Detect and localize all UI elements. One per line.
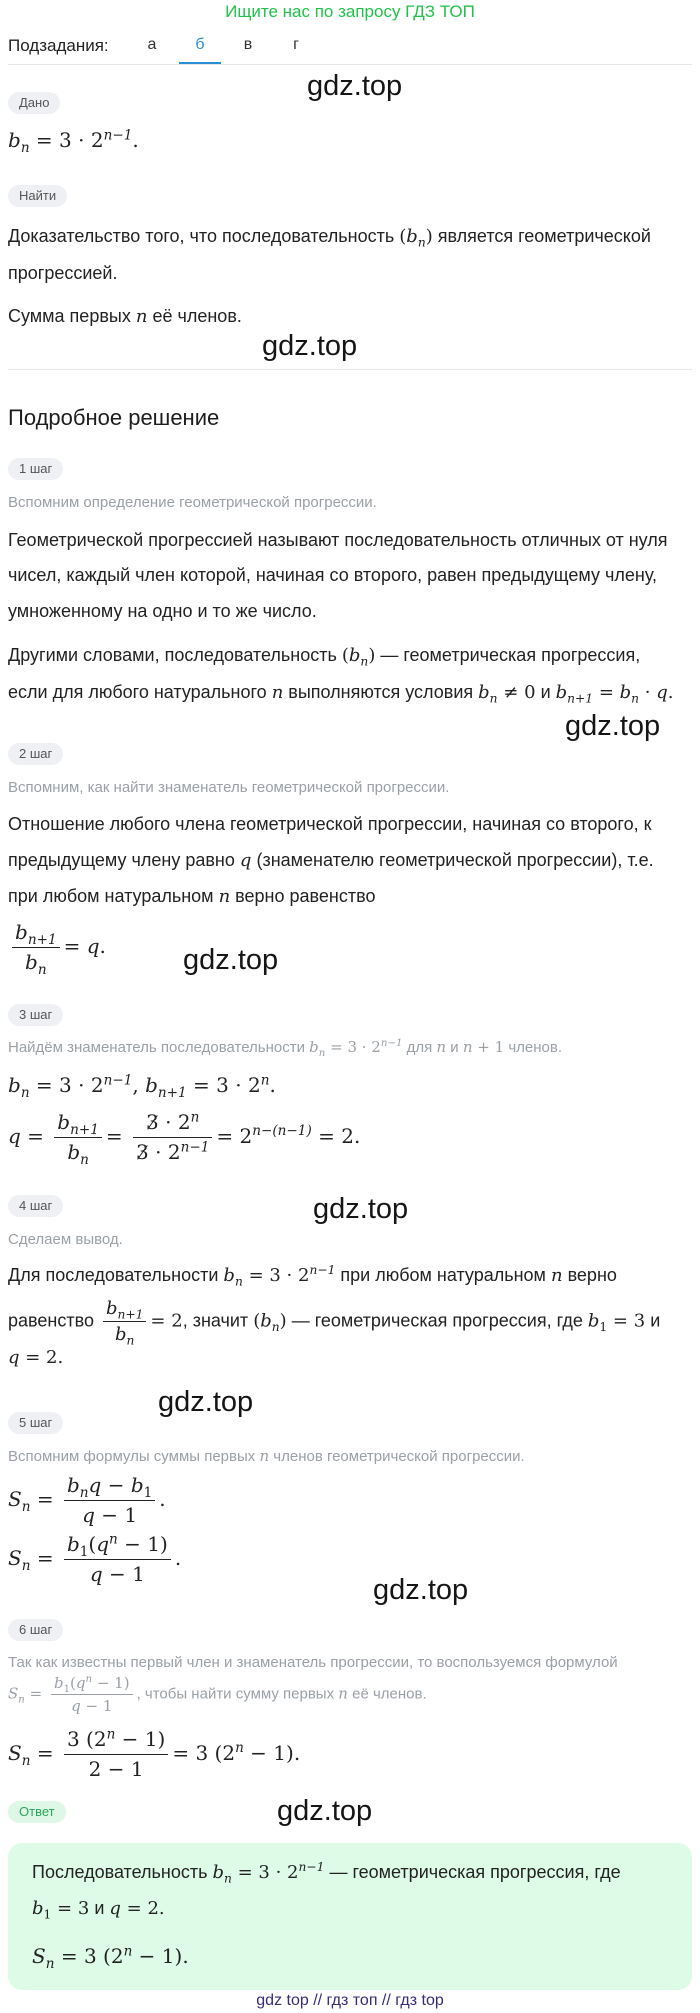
step-6-formula: $S_n$ = $\frac{3 (2^n - 1)}{2 - 1}$ = 3 $(2^n - 1)$.	[8, 1726, 301, 1781]
step-3-chip: 3 шаг	[8, 1004, 63, 1026]
find-chip: Найти	[8, 185, 67, 207]
watermark: gdz.top	[262, 330, 358, 362]
watermark: gdz.top	[373, 1574, 469, 1606]
step-4-text-1: Для последовательности $b_n = 3 \cdot 2^{n-1}$ при любом натуральном n верно	[8, 1263, 617, 1289]
tab-v[interactable]: в	[243, 36, 253, 53]
watermark: gdz.top	[565, 710, 661, 742]
step-3-formula-2: q = $\frac{b_{n+1}}{b_n}$ = $\frac{3 \cdot 2^n}{3 \cdot 2^{n-1}}$ = $2^{n-(n-1)} = 2$.	[8, 1109, 361, 1168]
step-2-text-2: предыдущему члену равно q (знаменателю геометрической прогрессии), т.е.	[8, 850, 654, 871]
divider	[8, 369, 692, 370]
step-1-title: Вспомним определение геометрической прогрессии.	[8, 494, 377, 511]
step-6-title-2: $S_n$ = $\frac{b_1(q^n - 1)}{q - 1}$ , чтобы найти сумму первых n её членов.	[8, 1674, 427, 1715]
tab-g[interactable]: г	[293, 36, 299, 53]
step-5-title: Вспомним формулы суммы первых n членов геометрической прогрессии.	[8, 1447, 525, 1465]
step-5-formula-2: $S_n$ = $\frac{b_1(q^n - 1)}{q - 1}$ .	[8, 1531, 182, 1586]
answer-chip: Ответ	[8, 1801, 66, 1823]
find-line-3: Сумма первых n её членов.	[8, 306, 242, 327]
given-chip: Дано	[8, 92, 60, 114]
step-5-formula-1: $S_n$ = $\frac{b_nq - b_1}{q - 1}$ .	[8, 1473, 166, 1527]
step-4-chip: 4 шаг	[8, 1195, 63, 1217]
step-4-text-2: равенство $\frac{b_{n+1}}{b_n}$ = 2, значит $(b_n)$ — геометрическая прогрессия, где $b_1 = 3$ и	[8, 1298, 661, 1348]
tab-b[interactable]: б	[195, 36, 205, 53]
find-line-1: Доказательство того, что последовательность $(b_n)$ является геометрической	[8, 226, 651, 250]
step-2-formula: $\frac{b_{n+1}}{b_n}$ = q.	[8, 920, 106, 975]
watermark: gdz.top	[277, 1795, 373, 1827]
given-formula: $b_n = 3 \cdot 2^{n-1}$.	[8, 127, 139, 156]
divider	[8, 64, 692, 65]
step-1-text-5: если для любого натурального n выполняются условия $b_n \ne 0$ и $b_{n+1} = b_n \cdot q$.	[8, 682, 674, 706]
solution-heading: Подробное решение	[8, 405, 220, 430]
step-3-title: Найдём знаменатель последовательности $b_n = 3 \cdot 2^{n-1}$ для n и n + 1 членов.	[8, 1038, 562, 1059]
step-6-chip: 6 шаг	[8, 1619, 63, 1641]
step-2-text-3: при любом натуральном n верно равенство	[8, 886, 376, 907]
watermark: gdz.top	[158, 1386, 254, 1418]
step-3-formula-1: $b_n = 3 \cdot 2^{n-1}$, $b_{n+1} = 3 \cdot 2^n$.	[8, 1072, 276, 1101]
step-4-text-3: q = 2.	[8, 1347, 64, 1368]
step-6-title-1: Так как известны первый член и знаменатель прогрессии, то воспользуемся формулой	[8, 1654, 618, 1671]
step-1-text-1: Геометрической прогрессией называют последовательность отличных от нуля	[8, 530, 668, 550]
watermark: gdz.top	[183, 944, 279, 976]
step-2-title: Вспомним, как найти знаменатель геометрической прогрессии.	[8, 779, 450, 796]
answer-line-3: $S_n = 3$ $(2^n - 1)$.	[32, 1943, 189, 1972]
find-line-2: прогрессией.	[8, 263, 118, 283]
watermark: gdz.top	[313, 1193, 409, 1225]
step-2-chip: 2 шаг	[8, 743, 63, 765]
watermark: gdz.top	[307, 70, 403, 102]
step-1-text-3: умноженному на одно и то же число.	[8, 601, 317, 621]
step-5-chip: 5 шаг	[8, 1412, 63, 1434]
promo-banner: Ищите нас по запросу ГДЗ ТОП	[225, 2, 475, 21]
step-4-title: Сделаем вывод.	[8, 1231, 123, 1248]
footer-links[interactable]: gdz top // гдз топ // гдз top	[256, 1992, 444, 2009]
subtasks-label: Подзадания:	[8, 36, 109, 55]
step-1-chip: 1 шаг	[8, 458, 63, 480]
step-2-text-1: Отношение любого члена геометрической прогрессии, начиная со второго, к	[8, 814, 652, 834]
tab-a[interactable]: а	[147, 36, 157, 53]
answer-line-2: $b_1 = 3$ и q = 2.	[32, 1898, 165, 1922]
step-1-text-2: чисел, каждый член которой, начиная со второго, равен предыдущему члену,	[8, 565, 658, 585]
step-1-text-4: Другими словами, последовательность $(b_n)$ — геометрическая прогрессия,	[8, 645, 641, 669]
answer-line-1: Последовательность $b_n = 3 \cdot 2^{n-1}$ — геометрическая прогрессия, где	[32, 1860, 621, 1886]
